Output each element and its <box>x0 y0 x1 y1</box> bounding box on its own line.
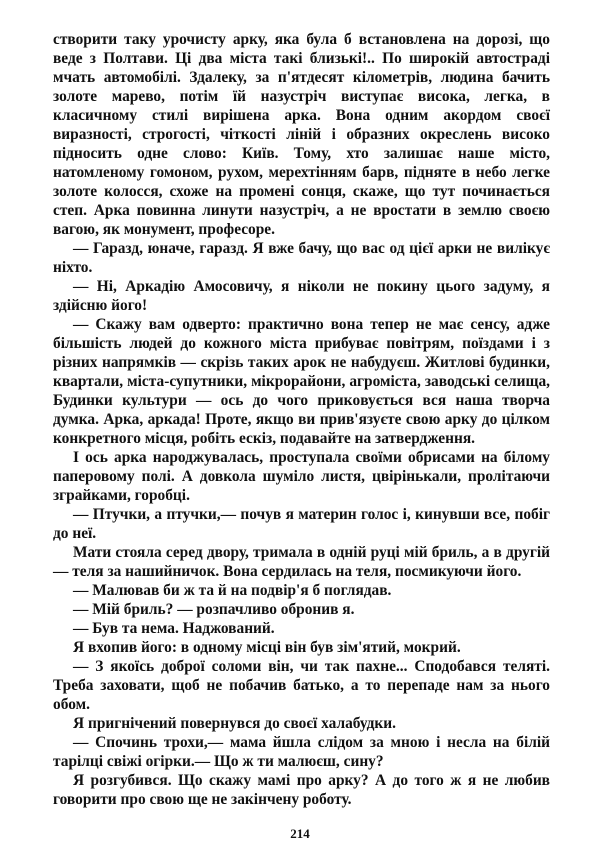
paragraph: — Птучки, а птучки,— почув я материн голос і, кинувши все, побіг до неї. <box>53 506 550 542</box>
paragraph: — Спочинь трохи,— мама йшла слідом за мною і несла на білій тарілці свіжі огірки.— Що ж ти малюєш, сину? <box>53 734 550 770</box>
page-number: 214 <box>290 826 310 841</box>
paragraph: — Мій бриль? — розпачливо обронив я. <box>73 601 355 618</box>
page-text <box>53 30 550 809</box>
paragraph: Я вхопив його: в одному місці він був зім'ятий, мокрий. <box>73 639 461 656</box>
paragraph: — Скажу вам одверто: практично вона тепер не має сенсу, адже більшість людей до кожного міста прибуває повітрям, поїздами і з різних напрямків — скрізь таких арок не набудуєш. Житлові будинки, квартали, міста-супутники, мікрорайони, агроміста, заводські селища, Будинки культури — ось до чого прикoвується вся наша творча думка. Арка, аркада! Проте, якщо ви прив'язуєте свою арку до цілком конкретного місця, робіть ескіз, подавайте на затвердження. <box>53 316 550 447</box>
paragraph: — Ні, Аркадію Амосовичу, я ніколи не покину цього задуму, я здійсню його! <box>53 278 550 314</box>
paragraph: — Малював би ж та й на подвір'я б поглядав. <box>73 582 392 599</box>
paragraph: Я розгубився. Що скажу мамі про арку? А до того ж я не любив говорити про свою ще не закінчену роботу. <box>53 772 550 808</box>
paragraph: — Гаразд, юначе, гаразд. Я вже бачу, що вас од цієї арки не вилікує ніхто. <box>53 240 550 276</box>
paragraph: Я пригнічений повернувся до своєї халабудки. <box>73 715 396 732</box>
paragraph: — Був та нема. Наджований. <box>73 620 275 637</box>
paragraph: — З якоїсь доброї соломи він, чи так пахне... Сподобався телятi. Треба заховати, щоб не побачив батько, а то перепаде нам за нього обом. <box>53 658 550 713</box>
paragraph: І ось арка народжувалась, проступала своїми обрисами на білому паперовому полі. А довкола шуміло листя, цвірінькали, пролітаючи зграйками, горобці. <box>53 449 550 504</box>
paragraph-continuation: створити таку урочисту арку, яка була б встановлена на дорозі, що веде з Полтави. Ці два міста такі близькі!.. По широкій автостраді мчать автомобілі. Здалеку, за п'ятдесят кілометрів, людина бачить золоте марево, потім їй назустріч виступає висока, легка, в класичному стилі вирішена арка. Вона одним акордом своєї виразності, строгості, чіткості ліній і образних окреслень високо підносить одне слово: Київ. Тому, хто залишає наше місто, натомленому гомоном, рухом, мерехтінням барв, підняте в небо легке золоте колосся, схоже на промені сонця, скаже, що тут починається степ. Арка повинна линути назустріч, а не вростати в землю своєю вагою, як монумент, професоре. <box>53 31 550 238</box>
paragraph: Мати стояла серед двору, тримала в одній руці мій бриль, а в другій — теля за нашийничок. Вона сердилась на теля, посмикуючи його. <box>53 544 550 580</box>
